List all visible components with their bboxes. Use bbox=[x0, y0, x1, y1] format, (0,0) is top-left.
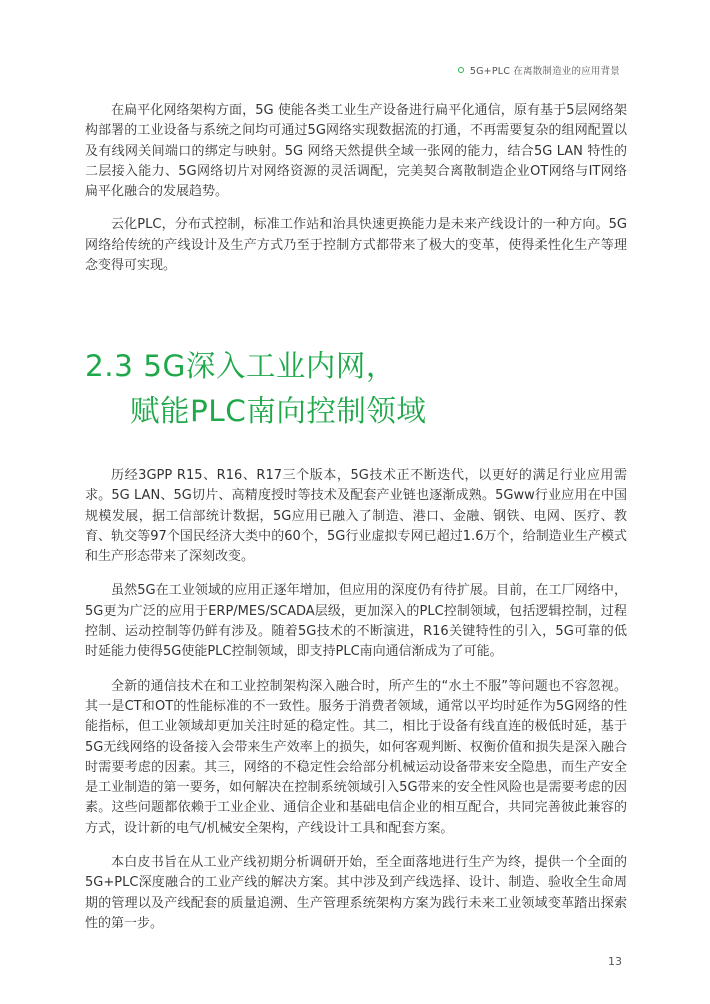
section-heading-line-1: 2.3 5G深入工业内网， bbox=[85, 349, 396, 383]
section-heading bbox=[85, 344, 426, 434]
running-header bbox=[458, 63, 620, 77]
paragraph-3gpp-evolution: 历经3GPP R15、R16、R17三个版本，5G技术正不断迭代，以更好的满足行业应用需求。5G LAN、5G切片、高精度授时等技术及配套产业链也逐渐成熟。5Gww行业应用在中国规模发展，据工信部统计数据，5G应用已融入了制造、港口、金融、钢铁、电网、医疗、教育、轨交等97个国民经济大类中的60个，5G行业虚拟专网已超过1.6万个，给制造业生产模式和生产形态带来了深刻改变。 bbox=[85, 468, 627, 565]
section-body bbox=[85, 466, 627, 934]
running-title: 5G+PLC 在离散制造业的应用背景 bbox=[469, 66, 620, 77]
page-number: 13 bbox=[608, 955, 622, 968]
section-heading-line-2: 赋能PLC南向控制领域 bbox=[130, 394, 427, 428]
paragraph-flat-network: 在扁平化网络架构方面，5G 使能各类工业生产设备进行扁平化通信，原有基于5层网络架构部署的工业设备与系统之间均可通过5G网络实现数据流的打通，不再需要复杂的组网配置以及有线网关间端口的绑定与映射。5G 网络天然提供全域一张网的能力，结合5G LAN 特性的二层接入能力、5G网络切片对网络资源的灵活调配，完美契合离散制造企业OT网络与IT网络扁平化融合的发展趋势。 bbox=[85, 103, 627, 200]
circle-bullet-icon bbox=[458, 67, 464, 73]
paragraph-whitepaper-goal: 本白皮书旨在从工业产线初期分析调研开始，至全面落地进行生产为终，提供一个全面的5G+PLC深度融合的工业产线的解决方案。其中涉及到产线选择、设计、制造、验收全生命周期的管理以及产线配套的质量追溯、生产管理系统架构方案为践行未来工业领域变革踏出探索性的第一步。 bbox=[85, 855, 627, 931]
paragraph-cloud-plc: 云化PLC，分布式控制，标准工作站和治具快速更换能力是未来产线设计的一种方向。5G网络给传统的产线设计及生产方式乃至于控制方式都带来了极大的变革，使得柔性化生产等理念变得可实现。 bbox=[85, 217, 627, 274]
paragraph-5g-depth: 虽然5G在工业领域的应用正逐年增加，但应用的深度仍有待扩展。目前，在工厂网络中，5G更为广泛的应用于ERP/MES/SCADA层级，更加深入的PLC控制领域，包括逻辑控制，过程控制、运动控制等仍鲜有涉及。随着5G技术的不断演进，R16关键特性的引入，5G可靠的低时延能力使得5G使能PLC控制领域，即支持PLC南向通信渐成为了可能。 bbox=[85, 583, 627, 660]
intro-text-block bbox=[85, 101, 627, 276]
paragraph-integration-issues: 全新的通信技术在和工业控制架构深入融合时，所产生的“水土不服”等问题也不容忽视。其一是CT和OT的性能标准的不一致性。服务于消费者领域，通常以平均时延作为5G网络的性能指标，但工业领域却更加关注时延的稳定性。其二，相比于设备有线直连的极低时延，基于5G无线网络的设备接入会带来生产效率上的损失，如何客观判断、权衡价值和损失是深入融合时需要考虑的因素。其三，网络的不稳定性会给部分机械运动设备带来安全隐患，而生产安全是工业制造的第一要务，如何解决在控制系统领域引入5G带来的安全性风险也是需要考虑的因素。这些问题都依赖于工业企业、通信企业和基础电信企业的相互配合，共同完善彼此兼容的方式，设计新的电气/机械安全架构，产线设计工具和配套方案。 bbox=[85, 678, 627, 836]
